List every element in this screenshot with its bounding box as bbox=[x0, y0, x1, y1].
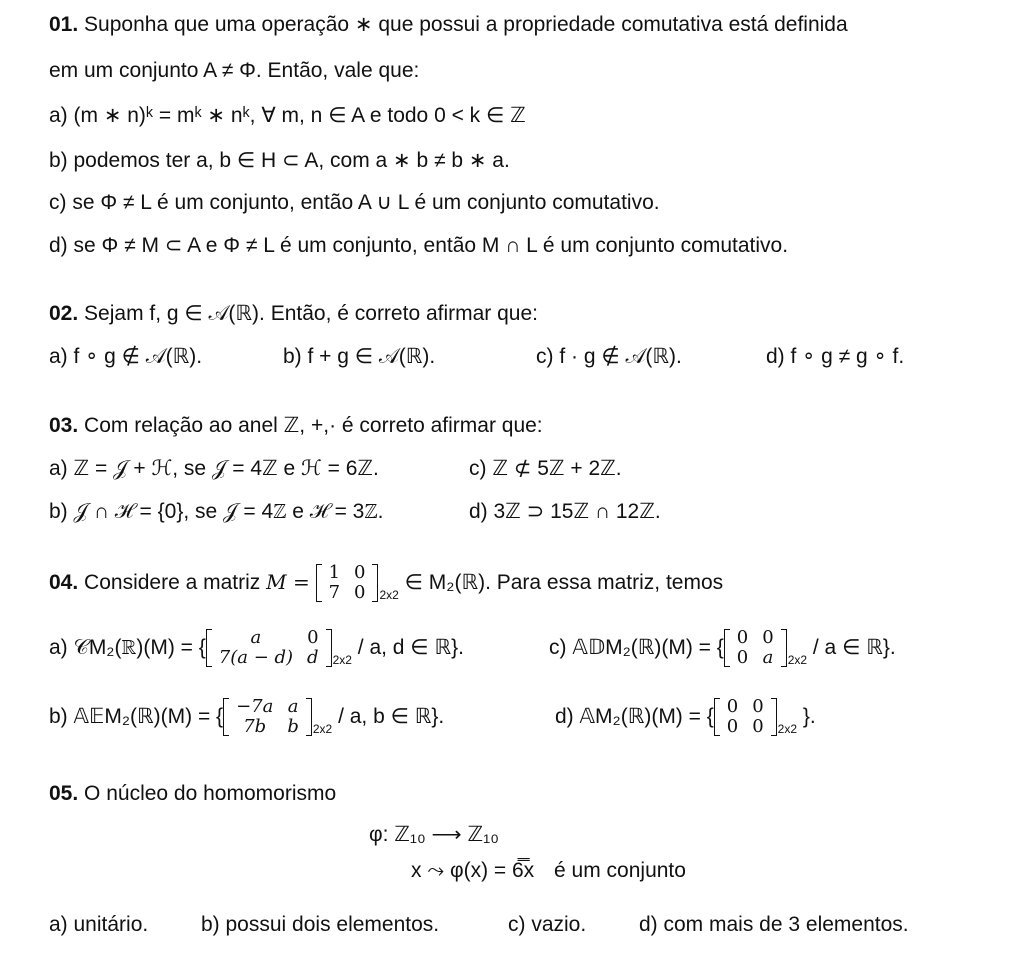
q5-map-tail: é um conjunto bbox=[554, 859, 686, 882]
q4-d-matrix bbox=[714, 697, 777, 737]
matrix-size: 2x2 bbox=[312, 722, 333, 736]
q3-option-c: c) ℤ ⊄ 5ℤ + 2ℤ. bbox=[469, 457, 622, 480]
q4-a-matrix bbox=[206, 628, 332, 668]
q2-number: 02. bbox=[49, 302, 79, 325]
q4-b-pre: b) 𝔸𝔼M₂(ℝ)(M) = { bbox=[49, 705, 224, 728]
q1-option-c: c) se Φ ≠ L é um conjunto, então A ∪ L é um conjunto comutativo. bbox=[49, 191, 660, 214]
matrix-cell: 1 bbox=[328, 562, 341, 584]
matrix-cell: 0 bbox=[762, 627, 774, 649]
q4-stem bbox=[49, 562, 723, 615]
q5-option-b: b) possui dois elementos. bbox=[201, 913, 440, 936]
matrix-cell: 0 bbox=[307, 627, 319, 649]
q4-b-matrix bbox=[223, 697, 312, 737]
q1-option-a: a) (m ∗ n)ᵏ = mᵏ ∗ nᵏ, ∀ m, n ∈ A e todo 0 < k ∈ ℤ bbox=[49, 104, 526, 127]
q5-option-d: d) com mais de 3 elementos. bbox=[639, 913, 909, 936]
q4-d-post: }. bbox=[802, 705, 816, 728]
q4-matrix-lhs: M = bbox=[266, 570, 310, 594]
matrix-cell: 0 bbox=[752, 716, 764, 738]
q1-stem-line2: em um conjunto A ≠ Φ. Então, vale que: bbox=[49, 59, 420, 82]
q4-option-c bbox=[549, 626, 896, 682]
q1-stem-text1: Suponha que uma operação ∗ que possui a propriedade comutativa está definida bbox=[84, 13, 848, 36]
matrix-cell: 0 bbox=[354, 582, 366, 604]
q4-option-d bbox=[555, 695, 816, 751]
q4-a-pre: a) 𝒞M₂(ℝ)(M) = { bbox=[49, 636, 206, 659]
q4-option-a bbox=[49, 626, 464, 682]
q2-option-c: c) f · g ∉ 𝒜(ℝ). bbox=[536, 345, 682, 368]
q3-option-d: d) 3ℤ ⊃ 15ℤ ∩ 12ℤ. bbox=[469, 500, 661, 523]
matrix-cell: 0 bbox=[354, 562, 366, 584]
q5-number: 05. bbox=[49, 782, 79, 805]
q5-map-line2 bbox=[411, 858, 686, 884]
q3-number: 03. bbox=[49, 414, 79, 437]
q5-map-line1: φ: ℤ₁₀ ⟶ ℤ₁₀ bbox=[369, 823, 499, 846]
matrix-cell: 7 bbox=[328, 582, 341, 604]
q3-option-b: b) 𝒥 ∩ ℋ = {0}, se 𝒥 = 4ℤ e ℋ = 3ℤ. bbox=[49, 500, 384, 523]
q1-stem-line1 bbox=[49, 12, 848, 38]
q2-option-b: b) f + g ∈ 𝒜(ℝ). bbox=[283, 345, 436, 368]
q2-option-d: d) f ∘ g ≠ g ∘ f. bbox=[766, 345, 905, 368]
q5-map-formula: x ⤳ φ(x) = 6̿x bbox=[411, 859, 535, 882]
matrix-cell: 0 bbox=[726, 716, 739, 738]
matrix-cell: d bbox=[307, 647, 319, 669]
matrix-cell: a bbox=[762, 647, 774, 669]
q2-stem bbox=[49, 301, 538, 327]
matrix-cell: a bbox=[250, 627, 262, 649]
q4-c-matrix bbox=[724, 628, 787, 668]
matrix-cell: 7(a − d) bbox=[218, 647, 294, 669]
q4-stem-pre: Considere a matriz bbox=[84, 571, 261, 594]
matrix-cell: a bbox=[287, 696, 299, 718]
q4-option-b bbox=[49, 695, 444, 751]
matrix-cell: 7b bbox=[243, 716, 267, 738]
q2-stem-text: Sejam f, g ∈ 𝒜(ℝ). Então, é correto afirmar que: bbox=[84, 302, 539, 325]
matrix-size: 2x2 bbox=[787, 653, 808, 667]
matrix-cell: 0 bbox=[752, 696, 764, 718]
q1-number: 01. bbox=[49, 13, 79, 36]
q5-stem bbox=[49, 781, 336, 807]
matrix-cell: 0 bbox=[736, 647, 749, 669]
q3-stem bbox=[49, 413, 543, 439]
q4-stem-post: ∈ M₂(ℝ). Para essa matriz, temos bbox=[404, 571, 724, 594]
q5-option-a: a) unitário. bbox=[49, 913, 149, 936]
matrix-cell: 0 bbox=[726, 696, 739, 718]
matrix-size: 2x2 bbox=[777, 722, 798, 736]
q5-stem-text: O núcleo do homomorismo bbox=[84, 782, 337, 805]
q4-number: 04. bbox=[49, 571, 79, 594]
matrix-cell: −7a bbox=[236, 696, 274, 718]
matrix-cell: 0 bbox=[736, 627, 749, 649]
q4-a-post: / a, d ∈ ℝ}. bbox=[357, 636, 464, 659]
q4-matrix-M bbox=[316, 563, 379, 603]
q5-option-c: c) vazio. bbox=[508, 913, 587, 936]
q2-option-a: a) f ∘ g ∉ 𝒜(ℝ). bbox=[49, 345, 203, 368]
q4-b-post: / a, b ∈ ℝ}. bbox=[338, 705, 445, 728]
q1-option-d: d) se Φ ≠ M ⊂ A e Φ ≠ L é um conjunto, então M ∩ L é um conjunto comutativo. bbox=[49, 234, 789, 257]
matrix-size: 2x2 bbox=[332, 653, 352, 667]
q1-option-b: b) podemos ter a, b ∈ H ⊂ A, com a ∗ b ≠ b ∗ a. bbox=[49, 149, 510, 172]
matrix-size: 2x2 bbox=[379, 588, 399, 602]
q4-c-post: / a ∈ ℝ}. bbox=[812, 636, 896, 659]
q4-d-pre: d) 𝔸M₂(ℝ)(M) = { bbox=[555, 705, 714, 728]
q4-c-pre: c) 𝔸𝔻M₂(ℝ)(M) = { bbox=[549, 636, 724, 659]
q3-option-a: a) ℤ = 𝒥 + ℋ, se 𝒥 = 4ℤ e ℋ = 6ℤ. bbox=[49, 457, 379, 480]
q3-stem-text: Com relação ao anel ℤ, +,· é correto afirmar que: bbox=[84, 414, 543, 437]
matrix-cell: b bbox=[287, 716, 299, 738]
